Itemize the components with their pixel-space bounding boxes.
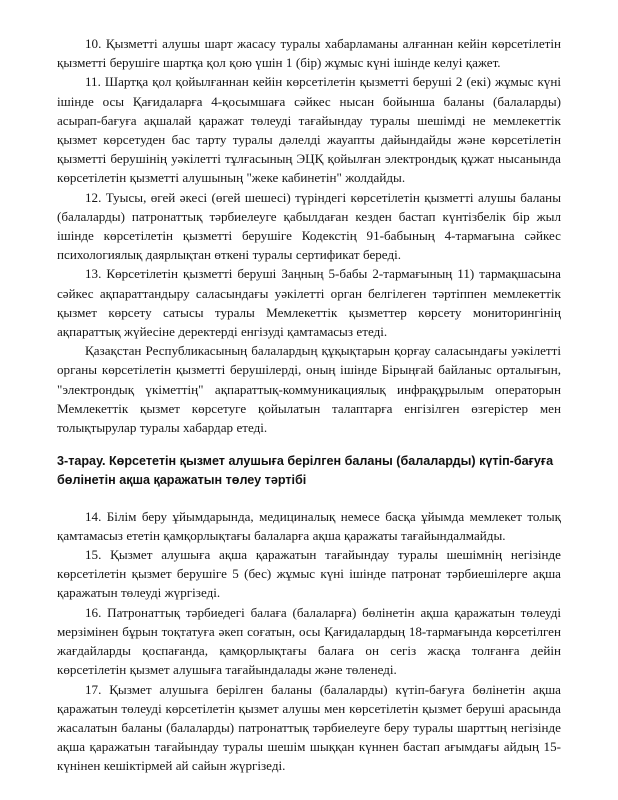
paragraph-14: 14. Білім беру ұйымдарында, медициналық немесе басқа ұйымда мемлекет толық қамтамасыз ететін қамқорлықтағы балаларға ақша қаражаты тағайындалмайды. bbox=[57, 508, 561, 543]
paragraph-15: 15. Қызмет алушыға ақша қаражатын тағайындау туралы шешімнің негізінде көрсетілетін қызмет берушіге 5 (бес) жұмыс күні ішінде патронат тәрбиешілерге ақша қаражатын төлеуді жүргізеді. bbox=[57, 547, 561, 601]
paragraph-17: 17. Қызмет алушыға берілген баланы (балаларды) күтіп-бағуға бөлінетін ақша қаражатын төлеуді көрсетілетін қызмет алушы мен көрсетілетін қызмет беруші арасында жасалатын баланы (балаларды) патронаттық тәрбиелеуге беру туралы шарттың негізінде ақша қаражатын тағайындау туралы шешім шыққан күннен бастап ағымдағы айдың 15-күнінен кешіктірмей ай сайын жүргізеді. bbox=[57, 681, 561, 774]
paragraph-10: 10. Қызметті алушы шарт жасасу туралы хабарламаны алғаннан кейін көрсетілетін қызметті берушіге шартқа қол қою үшін 1 (бір) жұмыс күні ішінде келуі қажет. bbox=[57, 36, 561, 71]
paragraph-16: 16. Патронаттық тәрбиедегі балаға (балаларға) бөлінетін ақша қаражатын төлеуді мерзімінен бұрын тоқтатуға әкеп соғатын, осы Қағидалардың 18-тармағында көрсетілген жағдайларды қоспағанда, қамқорлықтағы балаға он сегіз жасқа толғанға дейін көрсетілетін қызмет алушыға тағайындалады және төленеді. bbox=[57, 604, 561, 678]
paragraph-12: 12. Туысы, өгей әкесі (өгей шешесі) түріндегі көрсетілетін қызметті алушы баланы (балаларды) патронаттық тәрбиелеуге қабылдаған кезден бастап күнтізбелік бір жыл ішінде көрсетілетін қызметті берушіге Кодекстің 91-бабының 4-тармағына сәйкес психологиялық даярлықтан өткені туралы сертификат береді. bbox=[57, 189, 561, 263]
heading-spacer-bottom bbox=[57, 491, 561, 507]
document-body bbox=[57, 34, 561, 776]
section-heading-chapter-3: 3-тарау. Көрсететін қызмет алушыға берілген баланы (балаларды) күтіп-бағуға бөлінетін ақша қаражатын төлеу тәртібі bbox=[57, 454, 554, 488]
heading-spacer-top bbox=[57, 437, 561, 452]
paragraph-13: 13. Көрсетілетін қызметті беруші Заңның 5-бабы 2-тармағының 11) тармақшасына сәйкес ақпараттандыру саласындағы уәкілетті орган белгілеген тәртіппен мемлекеттік қызмет көрсету сатысы туралы Мемлекеттік қызметтер көрсету мониторингінің ақпараттық жүйесіне деректерді енгізуді қамтамасыз етеді. bbox=[57, 266, 561, 340]
paragraph-11: 11. Шартқа қол қойылғаннан кейін көрсетілетін қызметті беруші 2 (екі) жұмыс күні ішінде осы Қағидаларға 4-қосымшаға сәйкес нысан бойынша баланы (балаларды) асырап-бағуға ақшалай қаражат төлеуді тағайындау туралы шешімді не мемлекеттік қызмет көрсетуден бас тарту туралы дәлелді жауапты дайындайды және көрсетілетін қызметті берушінің уәкілетті тұлғасының ЭЦҚ қойылған электрондық құжат нысанында көрсетілетін қызметті алушының "жеке кабинетін" жолдайды. bbox=[57, 74, 561, 186]
paragraph-13-continuation: Қазақстан Республикасының балалардың құқықтарын қорғау саласындағы уәкілетті органы көрсетілетін қызметті берушілерді, оның ішінде Бірыңғай байланыс орталығын, "электрондық үкіметтің" ақпараттық-коммуникациялық инфрақұрылым операторын Мемлекеттік қызмет көрсетуге қойылатын талаптарға енгізілген өзгерістер мен толықтырулар туралы хабардар етеді. bbox=[57, 343, 561, 436]
